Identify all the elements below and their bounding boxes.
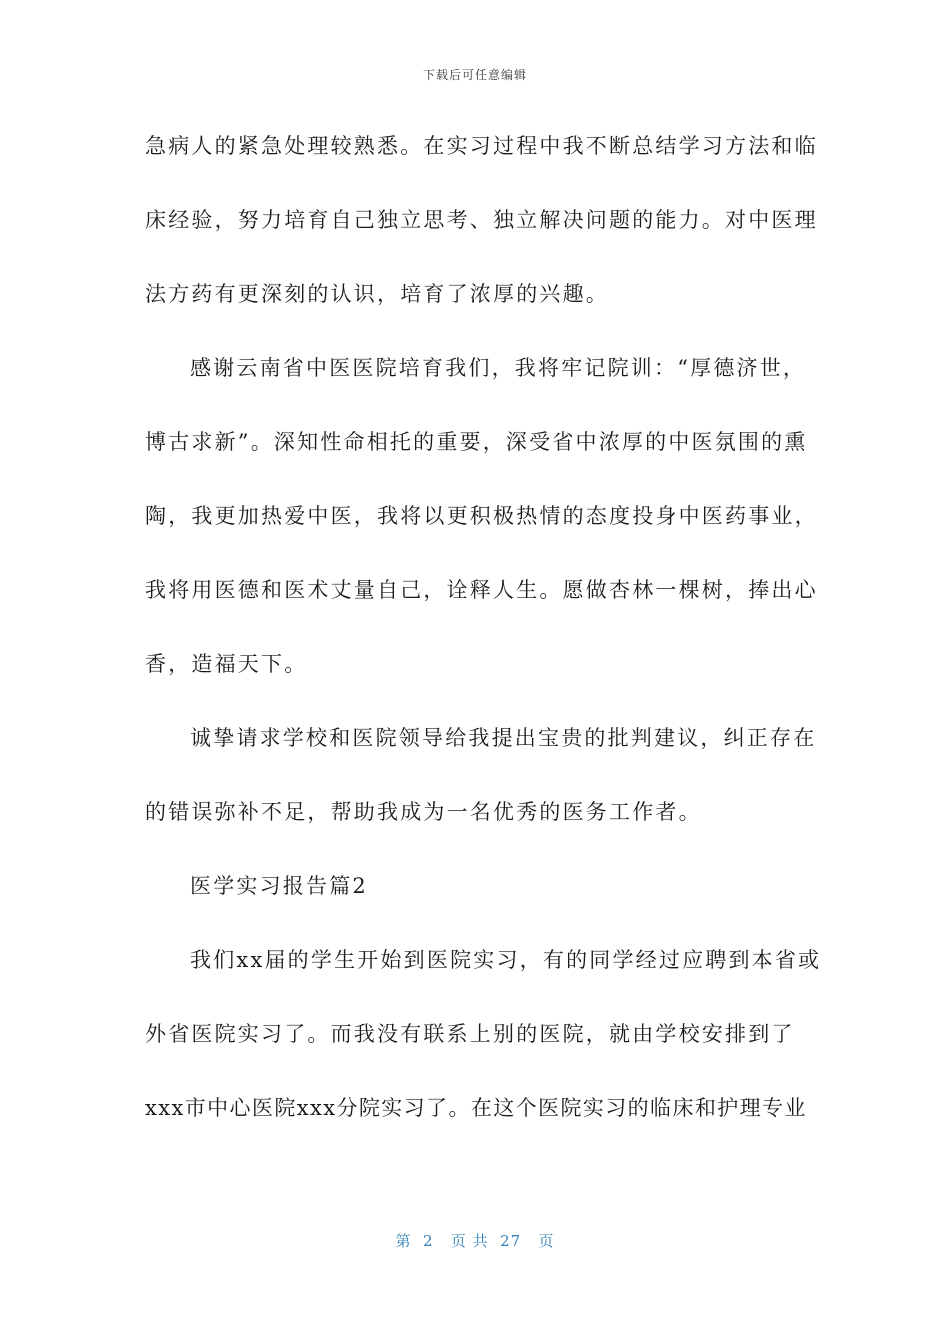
body-line: 急病人的紧急处理较熟悉。在实习过程中我不断总结学习方法和临 <box>145 134 818 158</box>
body-line: 外省医院实习了。而我没有联系上别的医院，就由学校安排到了 <box>145 1022 795 1046</box>
body-line: 我将用医德和医术丈量自己，诠释人生。愿做杏林一棵树，捧出心 <box>145 578 818 602</box>
body-line: 香，造福天下。 <box>145 652 308 676</box>
paragraph-first-line: 我们xx届的学生开始到医院实习，有的同学经过应聘到本省或 <box>190 948 822 972</box>
body-line: 陶，我更加热爱中医，我将以更积极热情的态度投身中医药事业， <box>145 504 818 528</box>
paragraph-first-line: 感谢云南省中医医院培育我们，我将牢记院训：“厚德济世， <box>190 356 807 380</box>
section-heading: 医学实习报告篇2 <box>190 874 368 898</box>
body-line: 博古求新”。深知性命相托的重要，深受省中浓厚的中医氛围的熏 <box>145 430 808 454</box>
body-line: 床经验，努力培育自己独立思考、独立解决问题的能力。对中医理 <box>145 208 818 232</box>
body-line: xxx市中心医院xxx分院实习了。在这个医院实习的临床和护理专业 <box>145 1096 807 1120</box>
page-header: 下载后可任意编辑 <box>422 68 527 82</box>
page-number-footer: 第 2 页 共 27 页 <box>395 1232 555 1250</box>
body-line: 的错误弥补不足，帮助我成为一名优秀的医务工作者。 <box>145 800 702 824</box>
paragraph-first-line: 诚挚请求学校和医院领导给我提出宝贵的批判建议，纠正存在 <box>190 726 817 750</box>
body-line: 法方药有更深刻的认识，培育了浓厚的兴趣。 <box>145 282 609 306</box>
